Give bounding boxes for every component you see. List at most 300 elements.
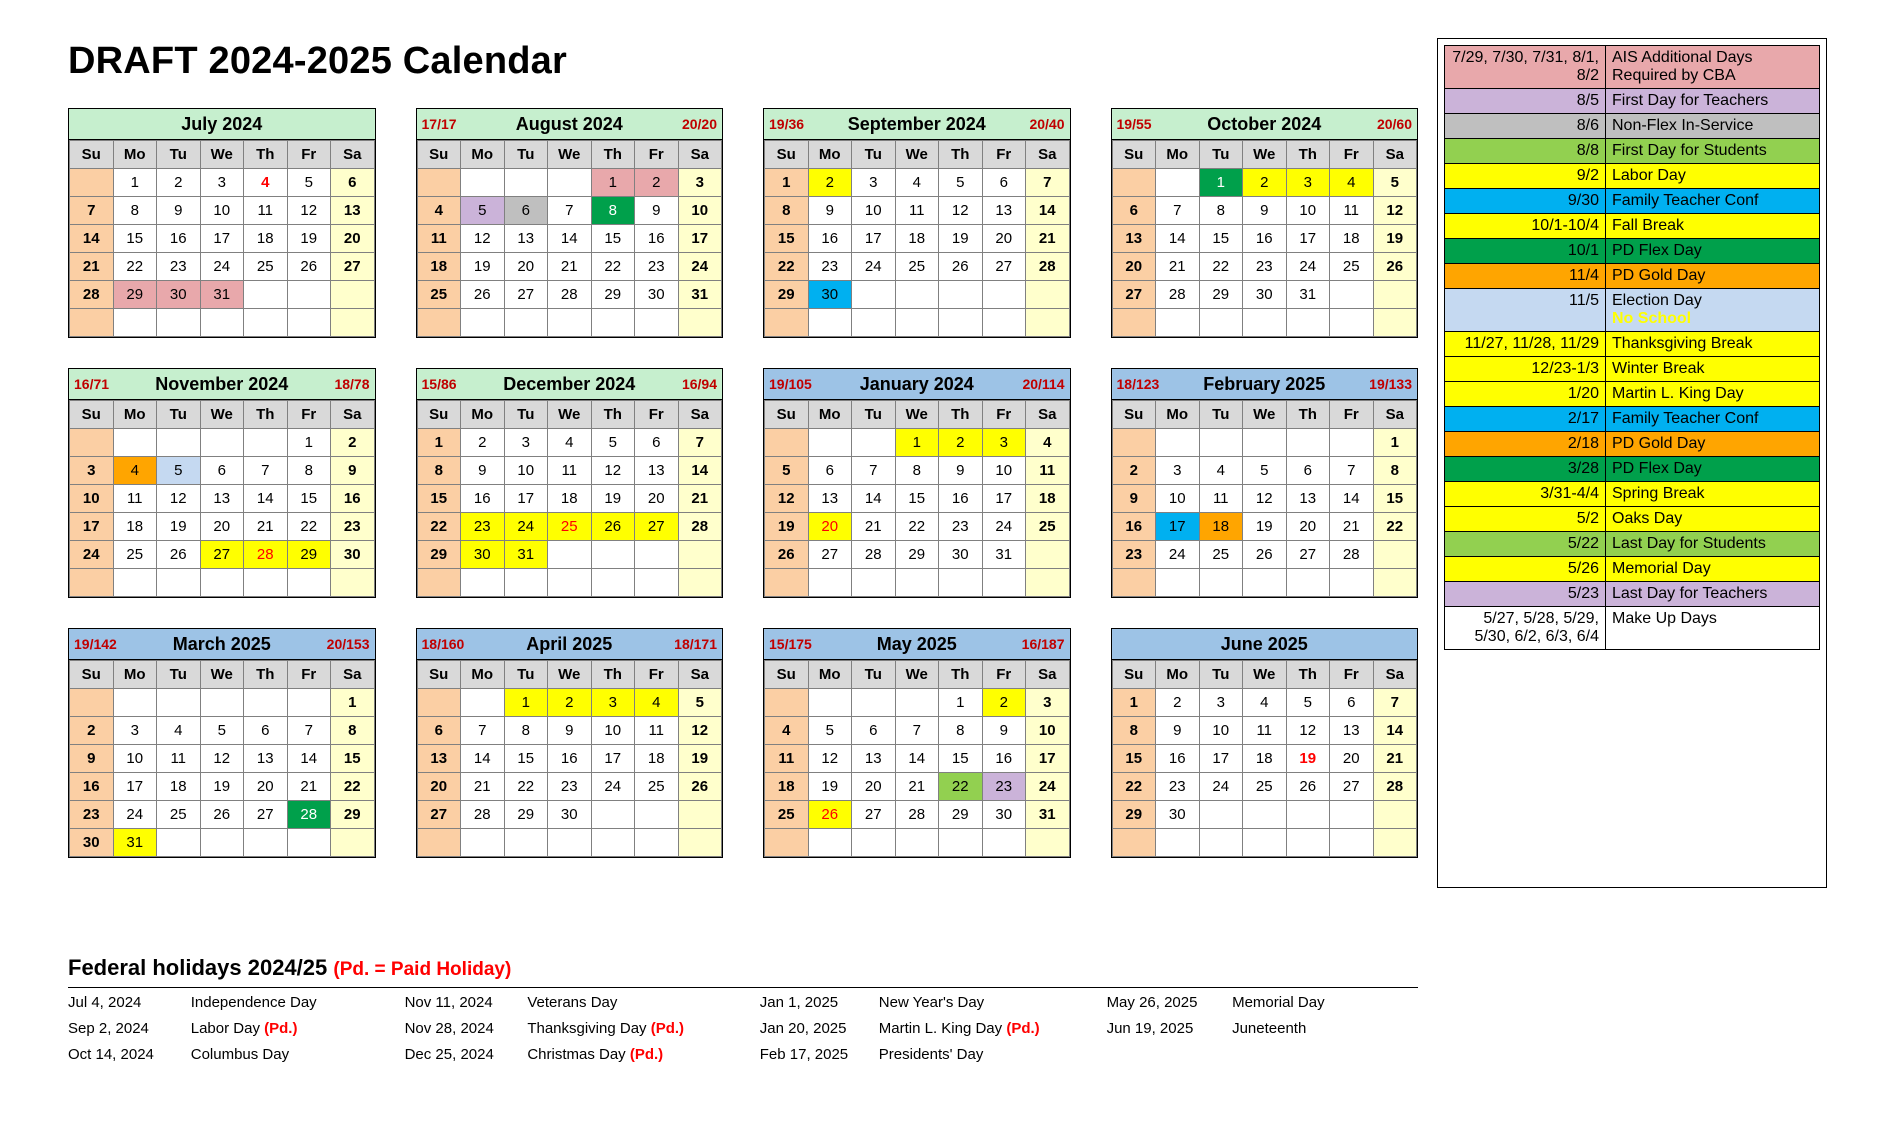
day-cell[interactable]: 9 bbox=[939, 457, 983, 485]
day-cell[interactable]: 28 bbox=[461, 801, 505, 829]
day-cell[interactable]: 28 bbox=[1026, 253, 1070, 281]
day-cell[interactable]: 30 bbox=[1156, 801, 1200, 829]
day-cell[interactable]: 11 bbox=[895, 197, 939, 225]
day-cell[interactable]: 31 bbox=[504, 541, 548, 569]
day-cell[interactable]: 20 bbox=[1112, 253, 1156, 281]
day-cell[interactable]: 31 bbox=[678, 281, 722, 309]
day-cell[interactable]: 20 bbox=[417, 773, 461, 801]
day-cell[interactable]: 4 bbox=[244, 169, 288, 197]
day-cell[interactable]: 9 bbox=[70, 745, 114, 773]
day-cell[interactable]: 16 bbox=[157, 225, 201, 253]
day-cell[interactable]: 20 bbox=[331, 225, 375, 253]
day-cell[interactable]: 17 bbox=[852, 225, 896, 253]
day-cell[interactable]: 1 bbox=[1199, 169, 1243, 197]
day-cell[interactable]: 14 bbox=[70, 225, 114, 253]
day-cell[interactable]: 16 bbox=[1156, 745, 1200, 773]
day-cell[interactable]: 29 bbox=[895, 541, 939, 569]
day-cell[interactable]: 23 bbox=[808, 253, 852, 281]
day-cell[interactable]: 10 bbox=[982, 457, 1026, 485]
day-cell[interactable]: 23 bbox=[548, 773, 592, 801]
day-cell[interactable]: 26 bbox=[1286, 773, 1330, 801]
day-cell[interactable]: 29 bbox=[113, 281, 157, 309]
day-cell[interactable]: 2 bbox=[635, 169, 679, 197]
day-cell[interactable]: 25 bbox=[895, 253, 939, 281]
day-cell[interactable]: 9 bbox=[982, 717, 1026, 745]
day-cell[interactable]: 7 bbox=[70, 197, 114, 225]
day-cell[interactable]: 7 bbox=[1373, 689, 1417, 717]
day-cell[interactable]: 24 bbox=[200, 253, 244, 281]
day-cell[interactable]: 25 bbox=[548, 513, 592, 541]
day-cell[interactable]: 23 bbox=[70, 801, 114, 829]
day-cell[interactable]: 19 bbox=[461, 253, 505, 281]
day-cell[interactable]: 5 bbox=[287, 169, 331, 197]
day-cell[interactable]: 8 bbox=[591, 197, 635, 225]
day-cell[interactable]: 16 bbox=[548, 745, 592, 773]
day-cell[interactable]: 2 bbox=[982, 689, 1026, 717]
day-cell[interactable]: 20 bbox=[635, 485, 679, 513]
day-cell[interactable]: 8 bbox=[765, 197, 809, 225]
day-cell[interactable]: 9 bbox=[548, 717, 592, 745]
day-cell[interactable]: 15 bbox=[1373, 485, 1417, 513]
day-cell[interactable]: 11 bbox=[1199, 485, 1243, 513]
day-cell[interactable]: 9 bbox=[331, 457, 375, 485]
day-cell[interactable]: 19 bbox=[678, 745, 722, 773]
day-cell[interactable]: 24 bbox=[1026, 773, 1070, 801]
day-cell[interactable]: 3 bbox=[852, 169, 896, 197]
day-cell[interactable]: 30 bbox=[1243, 281, 1287, 309]
day-cell[interactable]: 5 bbox=[1286, 689, 1330, 717]
day-cell[interactable]: 30 bbox=[635, 281, 679, 309]
day-cell[interactable]: 13 bbox=[504, 225, 548, 253]
day-cell[interactable]: 1 bbox=[113, 169, 157, 197]
day-cell[interactable]: 14 bbox=[895, 745, 939, 773]
day-cell[interactable]: 3 bbox=[113, 717, 157, 745]
day-cell[interactable]: 12 bbox=[461, 225, 505, 253]
day-cell[interactable]: 5 bbox=[1373, 169, 1417, 197]
day-cell[interactable]: 21 bbox=[852, 513, 896, 541]
day-cell[interactable]: 12 bbox=[1243, 485, 1287, 513]
day-cell[interactable]: 18 bbox=[157, 773, 201, 801]
day-cell[interactable]: 19 bbox=[591, 485, 635, 513]
day-cell[interactable]: 10 bbox=[1199, 717, 1243, 745]
day-cell[interactable]: 4 bbox=[1330, 169, 1374, 197]
day-cell[interactable]: 3 bbox=[200, 169, 244, 197]
day-cell[interactable]: 15 bbox=[113, 225, 157, 253]
day-cell[interactable]: 15 bbox=[504, 745, 548, 773]
day-cell[interactable]: 6 bbox=[808, 457, 852, 485]
day-cell[interactable]: 11 bbox=[417, 225, 461, 253]
day-cell[interactable]: 22 bbox=[1112, 773, 1156, 801]
day-cell[interactable]: 25 bbox=[1330, 253, 1374, 281]
day-cell[interactable]: 11 bbox=[1243, 717, 1287, 745]
day-cell[interactable]: 19 bbox=[287, 225, 331, 253]
day-cell[interactable]: 6 bbox=[244, 717, 288, 745]
day-cell[interactable]: 12 bbox=[1286, 717, 1330, 745]
day-cell[interactable]: 22 bbox=[1373, 513, 1417, 541]
day-cell[interactable]: 2 bbox=[461, 429, 505, 457]
day-cell[interactable]: 7 bbox=[852, 457, 896, 485]
day-cell[interactable]: 11 bbox=[113, 485, 157, 513]
day-cell[interactable]: 23 bbox=[982, 773, 1026, 801]
day-cell[interactable]: 16 bbox=[331, 485, 375, 513]
day-cell[interactable]: 15 bbox=[939, 745, 983, 773]
day-cell[interactable]: 2 bbox=[1156, 689, 1200, 717]
day-cell[interactable]: 12 bbox=[200, 745, 244, 773]
day-cell[interactable]: 8 bbox=[1373, 457, 1417, 485]
day-cell[interactable]: 25 bbox=[244, 253, 288, 281]
day-cell[interactable]: 6 bbox=[1112, 197, 1156, 225]
day-cell[interactable]: 29 bbox=[287, 541, 331, 569]
day-cell[interactable]: 20 bbox=[852, 773, 896, 801]
day-cell[interactable]: 25 bbox=[1199, 541, 1243, 569]
day-cell[interactable]: 16 bbox=[635, 225, 679, 253]
day-cell[interactable]: 17 bbox=[200, 225, 244, 253]
day-cell[interactable]: 26 bbox=[287, 253, 331, 281]
day-cell[interactable]: 23 bbox=[939, 513, 983, 541]
day-cell[interactable]: 2 bbox=[808, 169, 852, 197]
day-cell[interactable]: 12 bbox=[939, 197, 983, 225]
day-cell[interactable]: 1 bbox=[765, 169, 809, 197]
day-cell[interactable]: 29 bbox=[1199, 281, 1243, 309]
day-cell[interactable]: 27 bbox=[635, 513, 679, 541]
day-cell[interactable]: 13 bbox=[982, 197, 1026, 225]
day-cell[interactable]: 5 bbox=[678, 689, 722, 717]
day-cell[interactable]: 29 bbox=[331, 801, 375, 829]
day-cell[interactable]: 9 bbox=[635, 197, 679, 225]
day-cell[interactable]: 23 bbox=[157, 253, 201, 281]
day-cell[interactable]: 4 bbox=[548, 429, 592, 457]
day-cell[interactable]: 24 bbox=[1156, 541, 1200, 569]
day-cell[interactable]: 13 bbox=[417, 745, 461, 773]
day-cell[interactable]: 8 bbox=[939, 717, 983, 745]
day-cell[interactable]: 1 bbox=[939, 689, 983, 717]
day-cell[interactable]: 7 bbox=[461, 717, 505, 745]
day-cell[interactable]: 19 bbox=[1373, 225, 1417, 253]
day-cell[interactable]: 21 bbox=[678, 485, 722, 513]
day-cell[interactable]: 21 bbox=[1026, 225, 1070, 253]
day-cell[interactable]: 11 bbox=[244, 197, 288, 225]
day-cell[interactable]: 10 bbox=[591, 717, 635, 745]
day-cell[interactable]: 17 bbox=[1286, 225, 1330, 253]
day-cell[interactable]: 23 bbox=[1156, 773, 1200, 801]
day-cell[interactable]: 8 bbox=[895, 457, 939, 485]
day-cell[interactable]: 7 bbox=[244, 457, 288, 485]
day-cell[interactable]: 30 bbox=[331, 541, 375, 569]
day-cell[interactable]: 18 bbox=[1330, 225, 1374, 253]
day-cell[interactable]: 14 bbox=[1026, 197, 1070, 225]
day-cell[interactable]: 11 bbox=[765, 745, 809, 773]
day-cell[interactable]: 14 bbox=[461, 745, 505, 773]
day-cell[interactable]: 26 bbox=[1373, 253, 1417, 281]
day-cell[interactable]: 31 bbox=[982, 541, 1026, 569]
day-cell[interactable]: 3 bbox=[1156, 457, 1200, 485]
day-cell[interactable]: 12 bbox=[678, 717, 722, 745]
day-cell[interactable]: 23 bbox=[331, 513, 375, 541]
day-cell[interactable]: 5 bbox=[939, 169, 983, 197]
day-cell[interactable]: 9 bbox=[1156, 717, 1200, 745]
day-cell[interactable]: 19 bbox=[939, 225, 983, 253]
day-cell[interactable]: 29 bbox=[939, 801, 983, 829]
day-cell[interactable]: 28 bbox=[244, 541, 288, 569]
day-cell[interactable]: 21 bbox=[461, 773, 505, 801]
day-cell[interactable]: 7 bbox=[1026, 169, 1070, 197]
day-cell[interactable]: 29 bbox=[1112, 801, 1156, 829]
day-cell[interactable]: 21 bbox=[1373, 745, 1417, 773]
day-cell[interactable]: 15 bbox=[895, 485, 939, 513]
day-cell[interactable]: 27 bbox=[1112, 281, 1156, 309]
day-cell[interactable]: 24 bbox=[1286, 253, 1330, 281]
day-cell[interactable]: 27 bbox=[244, 801, 288, 829]
day-cell[interactable]: 15 bbox=[765, 225, 809, 253]
day-cell[interactable]: 12 bbox=[765, 485, 809, 513]
day-cell[interactable]: 26 bbox=[157, 541, 201, 569]
day-cell[interactable]: 13 bbox=[200, 485, 244, 513]
day-cell[interactable]: 18 bbox=[244, 225, 288, 253]
day-cell[interactable]: 26 bbox=[808, 801, 852, 829]
day-cell[interactable]: 17 bbox=[982, 485, 1026, 513]
day-cell[interactable]: 28 bbox=[1156, 281, 1200, 309]
day-cell[interactable]: 1 bbox=[287, 429, 331, 457]
day-cell[interactable]: 6 bbox=[200, 457, 244, 485]
day-cell[interactable]: 20 bbox=[808, 513, 852, 541]
day-cell[interactable]: 21 bbox=[895, 773, 939, 801]
day-cell[interactable]: 25 bbox=[417, 281, 461, 309]
day-cell[interactable]: 9 bbox=[808, 197, 852, 225]
day-cell[interactable]: 22 bbox=[417, 513, 461, 541]
day-cell[interactable]: 12 bbox=[157, 485, 201, 513]
day-cell[interactable]: 27 bbox=[808, 541, 852, 569]
day-cell[interactable]: 4 bbox=[1243, 689, 1287, 717]
day-cell[interactable]: 10 bbox=[1026, 717, 1070, 745]
day-cell[interactable]: 12 bbox=[1373, 197, 1417, 225]
day-cell[interactable]: 28 bbox=[1373, 773, 1417, 801]
day-cell[interactable]: 13 bbox=[1286, 485, 1330, 513]
day-cell[interactable]: 7 bbox=[548, 197, 592, 225]
day-cell[interactable]: 19 bbox=[765, 513, 809, 541]
day-cell[interactable]: 26 bbox=[461, 281, 505, 309]
day-cell[interactable]: 23 bbox=[1243, 253, 1287, 281]
day-cell[interactable]: 20 bbox=[200, 513, 244, 541]
day-cell[interactable]: 20 bbox=[504, 253, 548, 281]
day-cell[interactable]: 3 bbox=[591, 689, 635, 717]
day-cell[interactable]: 22 bbox=[895, 513, 939, 541]
day-cell[interactable]: 12 bbox=[591, 457, 635, 485]
day-cell[interactable]: 5 bbox=[200, 717, 244, 745]
day-cell[interactable]: 15 bbox=[591, 225, 635, 253]
day-cell[interactable]: 26 bbox=[200, 801, 244, 829]
day-cell[interactable]: 1 bbox=[591, 169, 635, 197]
day-cell[interactable]: 13 bbox=[808, 485, 852, 513]
day-cell[interactable]: 3 bbox=[982, 429, 1026, 457]
day-cell[interactable]: 28 bbox=[852, 541, 896, 569]
day-cell[interactable]: 30 bbox=[157, 281, 201, 309]
day-cell[interactable]: 17 bbox=[113, 773, 157, 801]
day-cell[interactable]: 6 bbox=[635, 429, 679, 457]
day-cell[interactable]: 3 bbox=[1199, 689, 1243, 717]
day-cell[interactable]: 22 bbox=[939, 773, 983, 801]
day-cell[interactable]: 4 bbox=[1199, 457, 1243, 485]
day-cell[interactable]: 14 bbox=[244, 485, 288, 513]
day-cell[interactable]: 7 bbox=[895, 717, 939, 745]
day-cell[interactable]: 8 bbox=[113, 197, 157, 225]
day-cell[interactable]: 3 bbox=[678, 169, 722, 197]
day-cell[interactable]: 2 bbox=[157, 169, 201, 197]
day-cell[interactable]: 29 bbox=[591, 281, 635, 309]
day-cell[interactable]: 3 bbox=[1026, 689, 1070, 717]
day-cell[interactable]: 18 bbox=[1026, 485, 1070, 513]
day-cell[interactable]: 22 bbox=[591, 253, 635, 281]
day-cell[interactable]: 27 bbox=[504, 281, 548, 309]
day-cell[interactable]: 6 bbox=[504, 197, 548, 225]
day-cell[interactable]: 22 bbox=[331, 773, 375, 801]
day-cell[interactable]: 2 bbox=[70, 717, 114, 745]
day-cell[interactable]: 16 bbox=[70, 773, 114, 801]
day-cell[interactable]: 27 bbox=[982, 253, 1026, 281]
day-cell[interactable]: 22 bbox=[1199, 253, 1243, 281]
day-cell[interactable]: 19 bbox=[157, 513, 201, 541]
day-cell[interactable]: 7 bbox=[287, 717, 331, 745]
day-cell[interactable]: 14 bbox=[1156, 225, 1200, 253]
day-cell[interactable]: 5 bbox=[765, 457, 809, 485]
day-cell[interactable]: 6 bbox=[852, 717, 896, 745]
day-cell[interactable]: 11 bbox=[1026, 457, 1070, 485]
day-cell[interactable]: 13 bbox=[1330, 717, 1374, 745]
day-cell[interactable]: 20 bbox=[1330, 745, 1374, 773]
day-cell[interactable]: 26 bbox=[1243, 541, 1287, 569]
day-cell[interactable]: 17 bbox=[1026, 745, 1070, 773]
day-cell[interactable]: 15 bbox=[417, 485, 461, 513]
day-cell[interactable]: 1 bbox=[504, 689, 548, 717]
day-cell[interactable]: 25 bbox=[635, 773, 679, 801]
day-cell[interactable]: 2 bbox=[548, 689, 592, 717]
day-cell[interactable]: 27 bbox=[1330, 773, 1374, 801]
day-cell[interactable]: 17 bbox=[1156, 513, 1200, 541]
day-cell[interactable]: 1 bbox=[1112, 689, 1156, 717]
day-cell[interactable]: 25 bbox=[1026, 513, 1070, 541]
day-cell[interactable]: 28 bbox=[1330, 541, 1374, 569]
day-cell[interactable]: 1 bbox=[417, 429, 461, 457]
day-cell[interactable]: 31 bbox=[113, 829, 157, 857]
day-cell[interactable]: 8 bbox=[417, 457, 461, 485]
day-cell[interactable]: 9 bbox=[461, 457, 505, 485]
day-cell[interactable]: 14 bbox=[1373, 717, 1417, 745]
day-cell[interactable]: 5 bbox=[157, 457, 201, 485]
day-cell[interactable]: 10 bbox=[200, 197, 244, 225]
day-cell[interactable]: 22 bbox=[765, 253, 809, 281]
day-cell[interactable]: 11 bbox=[635, 717, 679, 745]
day-cell[interactable]: 28 bbox=[70, 281, 114, 309]
day-cell[interactable]: 25 bbox=[113, 541, 157, 569]
day-cell[interactable]: 30 bbox=[982, 801, 1026, 829]
day-cell[interactable]: 23 bbox=[635, 253, 679, 281]
day-cell[interactable]: 17 bbox=[70, 513, 114, 541]
day-cell[interactable]: 21 bbox=[1330, 513, 1374, 541]
day-cell[interactable]: 8 bbox=[1199, 197, 1243, 225]
day-cell[interactable]: 11 bbox=[1330, 197, 1374, 225]
day-cell[interactable]: 9 bbox=[1243, 197, 1287, 225]
day-cell[interactable]: 4 bbox=[157, 717, 201, 745]
day-cell[interactable]: 19 bbox=[1286, 745, 1330, 773]
day-cell[interactable]: 16 bbox=[1112, 513, 1156, 541]
day-cell[interactable]: 13 bbox=[331, 197, 375, 225]
day-cell[interactable]: 15 bbox=[287, 485, 331, 513]
day-cell[interactable]: 25 bbox=[765, 801, 809, 829]
day-cell[interactable]: 31 bbox=[1026, 801, 1070, 829]
day-cell[interactable]: 26 bbox=[591, 513, 635, 541]
day-cell[interactable]: 4 bbox=[895, 169, 939, 197]
day-cell[interactable]: 10 bbox=[852, 197, 896, 225]
day-cell[interactable]: 24 bbox=[504, 513, 548, 541]
day-cell[interactable]: 9 bbox=[1112, 485, 1156, 513]
day-cell[interactable]: 24 bbox=[678, 253, 722, 281]
day-cell[interactable]: 1 bbox=[331, 689, 375, 717]
day-cell[interactable]: 14 bbox=[1330, 485, 1374, 513]
day-cell[interactable]: 20 bbox=[1286, 513, 1330, 541]
day-cell[interactable]: 31 bbox=[1286, 281, 1330, 309]
day-cell[interactable]: 1 bbox=[1373, 429, 1417, 457]
day-cell[interactable]: 25 bbox=[157, 801, 201, 829]
day-cell[interactable]: 19 bbox=[808, 773, 852, 801]
day-cell[interactable]: 24 bbox=[982, 513, 1026, 541]
day-cell[interactable]: 7 bbox=[1330, 457, 1374, 485]
day-cell[interactable]: 30 bbox=[548, 801, 592, 829]
day-cell[interactable]: 29 bbox=[417, 541, 461, 569]
day-cell[interactable]: 17 bbox=[678, 225, 722, 253]
day-cell[interactable]: 18 bbox=[113, 513, 157, 541]
day-cell[interactable]: 23 bbox=[1112, 541, 1156, 569]
day-cell[interactable]: 19 bbox=[1243, 513, 1287, 541]
day-cell[interactable]: 4 bbox=[635, 689, 679, 717]
day-cell[interactable]: 5 bbox=[461, 197, 505, 225]
day-cell[interactable]: 30 bbox=[70, 829, 114, 857]
day-cell[interactable]: 18 bbox=[548, 485, 592, 513]
day-cell[interactable]: 29 bbox=[765, 281, 809, 309]
day-cell[interactable]: 8 bbox=[331, 717, 375, 745]
day-cell[interactable]: 27 bbox=[1286, 541, 1330, 569]
day-cell[interactable]: 6 bbox=[331, 169, 375, 197]
day-cell[interactable]: 2 bbox=[1243, 169, 1287, 197]
day-cell[interactable]: 26 bbox=[939, 253, 983, 281]
day-cell[interactable]: 12 bbox=[808, 745, 852, 773]
day-cell[interactable]: 13 bbox=[244, 745, 288, 773]
day-cell[interactable]: 31 bbox=[200, 281, 244, 309]
day-cell[interactable]: 7 bbox=[678, 429, 722, 457]
day-cell[interactable]: 15 bbox=[1199, 225, 1243, 253]
day-cell[interactable]: 24 bbox=[591, 773, 635, 801]
day-cell[interactable]: 28 bbox=[287, 801, 331, 829]
day-cell[interactable]: 21 bbox=[548, 253, 592, 281]
day-cell[interactable]: 8 bbox=[504, 717, 548, 745]
day-cell[interactable]: 6 bbox=[1330, 689, 1374, 717]
day-cell[interactable]: 1 bbox=[895, 429, 939, 457]
day-cell[interactable]: 28 bbox=[895, 801, 939, 829]
day-cell[interactable]: 30 bbox=[461, 541, 505, 569]
day-cell[interactable]: 24 bbox=[852, 253, 896, 281]
day-cell[interactable]: 18 bbox=[1199, 513, 1243, 541]
day-cell[interactable]: 14 bbox=[548, 225, 592, 253]
day-cell[interactable]: 5 bbox=[591, 429, 635, 457]
day-cell[interactable]: 21 bbox=[1156, 253, 1200, 281]
day-cell[interactable]: 28 bbox=[548, 281, 592, 309]
day-cell[interactable]: 10 bbox=[1156, 485, 1200, 513]
day-cell[interactable]: 2 bbox=[331, 429, 375, 457]
day-cell[interactable]: 22 bbox=[504, 773, 548, 801]
day-cell[interactable]: 20 bbox=[244, 773, 288, 801]
day-cell[interactable]: 9 bbox=[157, 197, 201, 225]
day-cell[interactable]: 28 bbox=[678, 513, 722, 541]
day-cell[interactable]: 22 bbox=[287, 513, 331, 541]
day-cell[interactable]: 30 bbox=[808, 281, 852, 309]
